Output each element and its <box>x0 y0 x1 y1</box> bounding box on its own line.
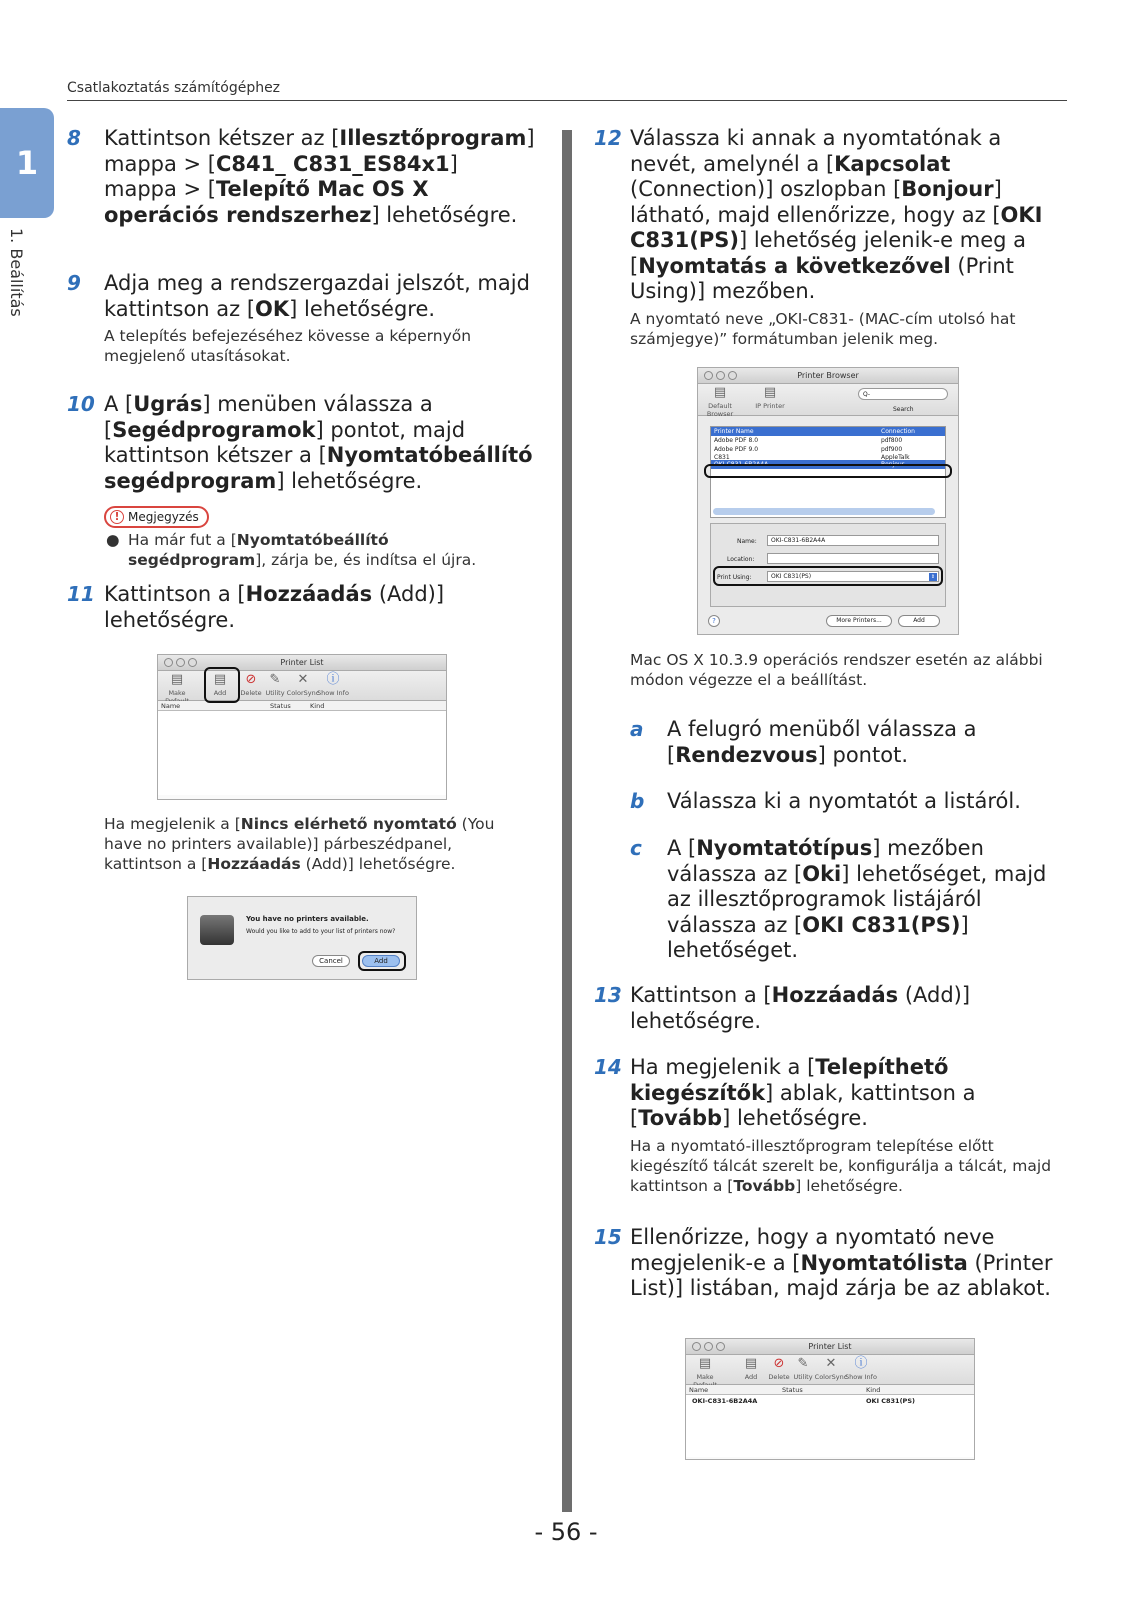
sub-step-c <box>630 836 1060 964</box>
horizontal-scrollbar[interactable] <box>713 508 935 515</box>
printer-row-kind: OKI C831(PS) <box>866 1397 915 1405</box>
column-status[interactable]: Status <box>270 702 291 710</box>
search-label: Search <box>893 406 914 413</box>
column-name[interactable]: Name <box>689 1386 709 1394</box>
printer-add-icon: ▤ <box>744 1356 758 1371</box>
name-field[interactable]: OKI-C831-6B2A4A <box>767 535 939 546</box>
window-title: Printer Browser <box>797 371 859 380</box>
column-divider <box>562 130 572 1512</box>
printer-icon: ▤ <box>698 1356 712 1371</box>
warning-badge <box>104 506 209 528</box>
step-11 <box>67 582 537 633</box>
printer-list-empty <box>158 711 446 795</box>
page-number: - 56 - <box>534 1518 598 1546</box>
window-controls <box>692 1342 725 1351</box>
window-controls <box>164 658 197 667</box>
cancel-button[interactable]: Cancel <box>312 955 350 967</box>
window-toolbar <box>158 671 446 701</box>
delete-button[interactable]: ⊘ Delete <box>768 1356 790 1381</box>
step-11-text: Kattintson a [Hozzáadás (Add)] lehetőségre. <box>104 582 445 632</box>
exclamation-icon: ! <box>110 510 124 524</box>
help-button[interactable]: ? <box>708 615 720 627</box>
table-header <box>711 427 945 436</box>
make-default-button[interactable]: ▤ Make <box>696 1356 714 1381</box>
step-12 <box>594 126 1064 349</box>
column-kind[interactable]: Kind <box>310 702 325 710</box>
chapter-side-label: 1. Beállítás <box>7 228 26 317</box>
header-rule <box>67 100 1067 101</box>
browser-toolbar <box>698 384 958 416</box>
step-14 <box>594 1055 1064 1196</box>
make-default-button[interactable]: ▤ Make <box>168 672 186 697</box>
more-printers-button[interactable]: More Printers... <box>826 615 892 627</box>
dialog-printer-icon <box>200 915 234 945</box>
sub-step-letter: c <box>630 836 642 860</box>
select-arrows-icon: ⇕ <box>930 574 936 580</box>
show-info-button[interactable]: ⓘ Show Info <box>845 1356 877 1381</box>
chapter-tab <box>0 108 54 218</box>
mac-os-note: Mac OS X 10.3.9 operációs rendszer esetén az alábbi módon végezze el a beállítást. <box>630 651 1043 689</box>
delete-button[interactable]: ⊘ Delete <box>240 672 262 697</box>
printer-browser-window <box>697 367 959 635</box>
column-status[interactable]: Status <box>782 1386 803 1394</box>
sub-step-letter: a <box>630 717 644 741</box>
step-9 <box>67 271 537 366</box>
printer-list-final-window <box>685 1338 975 1460</box>
bonjour-row-highlight <box>704 464 952 478</box>
list-header <box>158 701 446 711</box>
warning-bullet-text: Ha már fut a [Nyomtatóbeállító segédprogram], zárja be, és indítsa el újra. <box>128 531 477 569</box>
window-toolbar <box>686 1355 974 1385</box>
table-row[interactable]: Adobe PDF 9.0 pdf900 <box>714 446 903 453</box>
close-dot-icon[interactable] <box>164 658 173 667</box>
step-number: 12 <box>594 126 622 150</box>
printer-row-name: OKI-C831-6B2A4A <box>692 1397 758 1405</box>
window-titlebar <box>698 368 958 384</box>
dialog-add-button[interactable]: Add <box>362 955 400 967</box>
info-icon: ⓘ <box>326 672 340 687</box>
step-10-text: A [Ugrás] menüben válassza a [Segédprogramok] pontot, majd kattintson kétszer a [Nyomtatóbeállító segédprogram] lehetőségre. <box>104 392 533 493</box>
sub-step-letter: b <box>630 789 645 813</box>
list-header <box>686 1385 974 1395</box>
info-icon: ⓘ <box>854 1356 868 1371</box>
dialog-add-highlight <box>358 951 406 971</box>
printer-add-icon: ▤ <box>213 672 227 687</box>
sub-step-c-text: A [Nyomtatótípus] mezőben válassza az [Oki] lehetőséget, majd az illesztőprogramok listájáról válassza az [OKI C831(PS)] lehetőséget. <box>667 836 1047 962</box>
step-8-text: Kattintson kétszer az [Illesztőprogram] mappa > [C841_ C831_ES84x1] mappa > [Telepítő Mac OS X operációs rendszerhez] lehetőségre. <box>104 126 535 227</box>
table-row[interactable] <box>686 1395 974 1405</box>
step-number: 9 <box>67 271 81 295</box>
colorsync-icon: ✕ <box>297 672 309 687</box>
bullet-dot-icon: ● <box>106 531 120 549</box>
show-info-button[interactable]: ⓘ Show Info <box>317 672 349 697</box>
print-using-highlight <box>713 566 943 586</box>
utility-button[interactable]: ✎ Utility <box>793 1356 813 1381</box>
utility-icon: ✎ <box>269 672 281 687</box>
window-title: Printer List <box>808 1342 852 1351</box>
default-browser-tab[interactable]: ▤ Default Browser <box>706 385 734 418</box>
sub-step-b <box>630 789 1060 815</box>
column-kind[interactable]: Kind <box>866 1386 881 1394</box>
step-8 <box>67 126 537 228</box>
window-titlebar <box>158 655 446 671</box>
search-input[interactable]: Q- <box>858 388 948 400</box>
location-label: Location: <box>727 556 755 563</box>
zoom-dot-icon[interactable] <box>188 658 197 667</box>
printer-icon: ▤ <box>713 385 727 400</box>
name-label: Name: <box>737 538 757 545</box>
step-13 <box>594 983 1064 1034</box>
printer-icon: ▤ <box>170 672 184 687</box>
sub-step-a-text: A felugró menüből válassza a [Rendezvous] pontot. <box>667 717 977 767</box>
step-12-text: Válassza ki annak a nyomtatónak a nevét, amelynél a [Kapcsolat (Connection)] oszlopban [Bonjour] látható, majd ellenőrizze, hogy az [OKI C831(PS)] lehetőség jelenik-e meg a [Nyomtatás a következővel (Print Using)] mezőben. <box>630 126 1043 303</box>
step-number: 15 <box>594 1225 622 1249</box>
step-13-text: Kattintson a [Hozzáadás (Add)] lehetőségre. <box>630 983 971 1033</box>
ip-printer-icon: ▤ <box>763 385 777 400</box>
colorsync-icon: ✕ <box>825 1356 837 1371</box>
close-dot-icon[interactable] <box>692 1342 701 1351</box>
info-panel <box>710 523 946 607</box>
ip-printer-tab[interactable]: ▤ IP Printer <box>755 385 785 410</box>
step-9-text: Adja meg a rendszergazdai jelszót, majd kattintson az [OK] lehetőségre. <box>104 271 530 321</box>
colorsync-button[interactable]: ✕ ColorSync <box>814 1356 848 1381</box>
printer-list-window <box>157 654 447 800</box>
step-15-text: Ellenőrizze, hogy a nyomtató neve megjelenik-e a [Nyomtatólista (Printer List)] listában, majd zárja be az ablakot. <box>630 1225 1053 1300</box>
window-titlebar <box>686 1339 974 1355</box>
step-number: 8 <box>67 126 81 150</box>
minimize-dot-icon[interactable] <box>704 1342 713 1351</box>
print-using-select[interactable]: OKI C831(PS) ⇕ <box>767 571 939 582</box>
zoom-dot-icon[interactable] <box>728 371 737 380</box>
column-name[interactable]: Name <box>161 702 181 710</box>
table-row-selected[interactable]: OKI-C831-6B2A4A Bonjour <box>711 460 945 469</box>
step-12-note: A nyomtató neve „OKI-C831- (MAC-cím utolsó hat számjegye)” formátumban jelenik meg. <box>630 309 1016 348</box>
step-number: 10 <box>67 392 95 416</box>
window-title: Printer List <box>280 658 324 667</box>
step-14-note: Ha a nyomtató-illesztőprogram telepítése előtt kiegészítő tálcát szerelt be, konfigurálja a tálcát, majd kattintson a [Tovább] lehetőségre. <box>630 1136 1052 1195</box>
step-10 <box>67 392 537 494</box>
sub-step-a <box>630 717 1060 768</box>
column-connection[interactable]: Connection <box>881 428 915 435</box>
minimize-dot-icon[interactable] <box>716 371 725 380</box>
column-printer-name[interactable]: Printer Name <box>714 428 754 435</box>
add-button[interactable]: ▤ Add <box>744 1356 758 1381</box>
no-printers-note: Ha megjelenik a [Nincs elérhető nyomtató (You have no printers available)] párbeszédpanel, kattintson a [Hozzáadás (Add)] lehetőségre. <box>104 815 495 873</box>
step-14-text: Ha megjelenik a [Telepíthető kiegészítők] ablak, kattintson a [Tovább] lehetőségre. <box>630 1055 976 1130</box>
utility-button[interactable]: ✎ Utility <box>265 672 285 697</box>
printer-list-body <box>686 1395 974 1457</box>
window-controls <box>704 371 737 380</box>
sub-step-b-text: Válassza ki a nyomtatót a listáról. <box>667 789 1021 813</box>
warning-label: Megjegyzés <box>128 510 199 524</box>
table-row[interactable]: C831 AppleTalk <box>714 454 910 460</box>
no-printers-dialog <box>187 896 417 980</box>
dialog-heading: You have no printers available. <box>246 915 369 923</box>
running-header: Csatlakoztatás számítógéphez <box>67 80 281 96</box>
close-dot-icon[interactable] <box>704 371 713 380</box>
print-using-label: Print Using: <box>717 574 752 581</box>
delete-icon: ⊘ <box>773 1356 785 1371</box>
location-field[interactable] <box>767 553 939 564</box>
chapter-number: 1 <box>15 144 39 182</box>
step-number: 14 <box>594 1055 622 1079</box>
colorsync-button[interactable]: ✕ ColorSync <box>286 672 320 697</box>
minimize-dot-icon[interactable] <box>176 658 185 667</box>
delete-icon: ⊘ <box>245 672 257 687</box>
table-row[interactable]: Adobe PDF 8.0 pdf800 <box>714 437 903 444</box>
step-9-note: A telepítés befejezéséhez kövesse a képernyőn megjelenő utasításokat. <box>104 327 472 365</box>
step-number: 11 <box>67 582 95 606</box>
utility-icon: ✎ <box>797 1356 809 1371</box>
dialog-message: Would you like to add to your list of printers now? <box>246 928 396 935</box>
step-number: 13 <box>594 983 622 1007</box>
add-highlight <box>204 667 240 703</box>
step-15 <box>594 1225 1064 1302</box>
browser-add-button[interactable]: Add <box>898 615 940 627</box>
add-button[interactable]: ▤ Add <box>213 672 227 697</box>
zoom-dot-icon[interactable] <box>716 1342 725 1351</box>
warning-bullet <box>106 530 526 570</box>
